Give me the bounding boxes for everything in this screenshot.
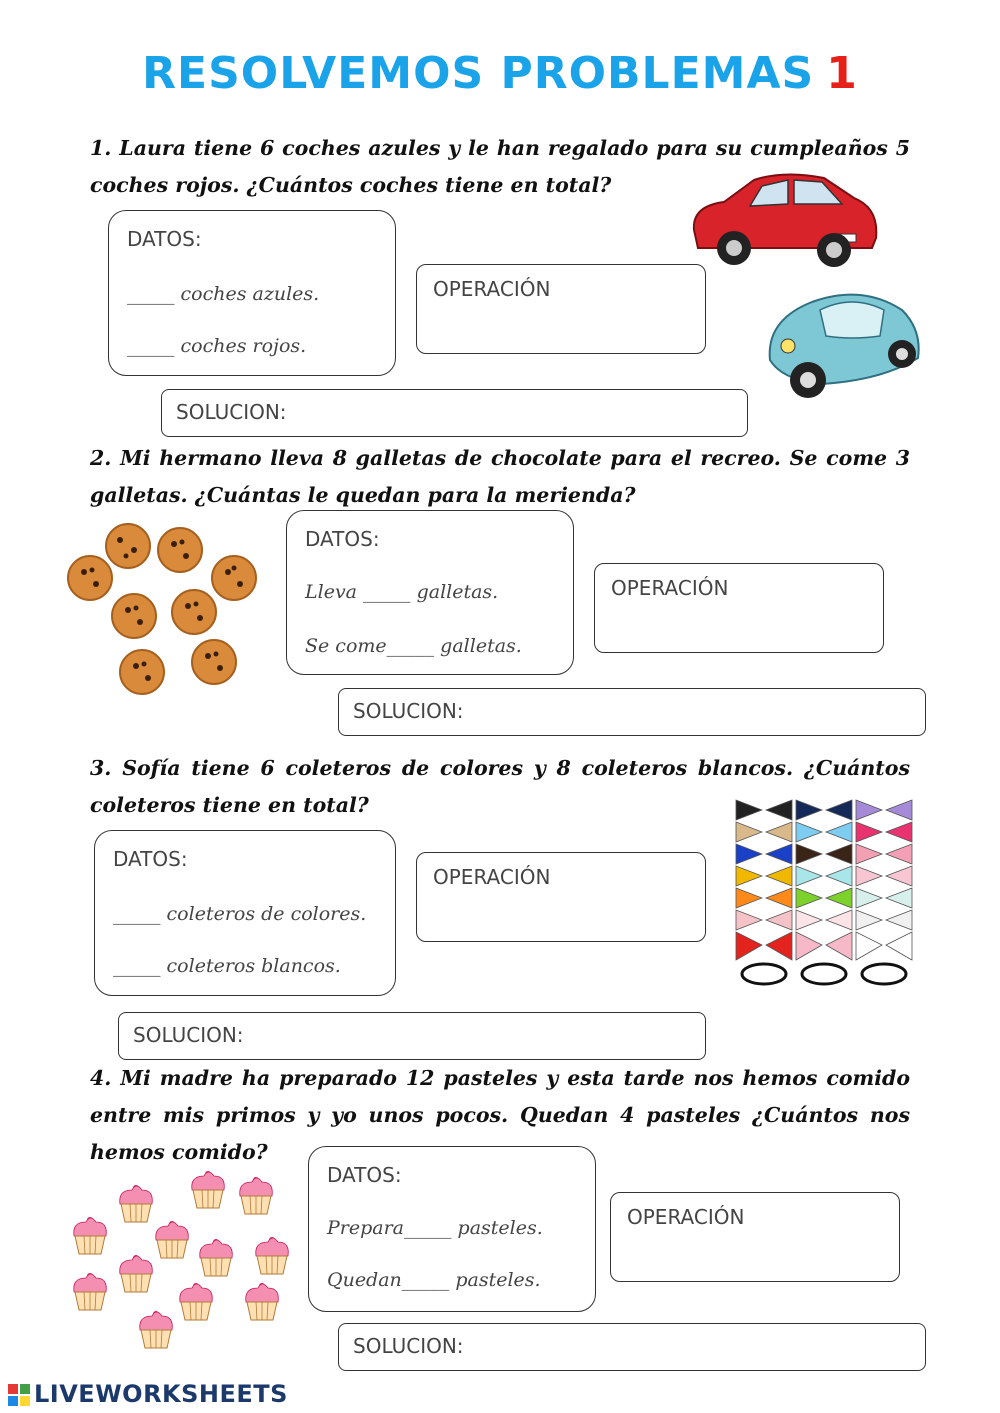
red-car-icon bbox=[684, 168, 884, 272]
problem-2-operacion-box[interactable] bbox=[594, 563, 884, 653]
problem-4-question: 4. Mi madre ha preparado 12 pasteles y esta tarde nos hemos comido entre mis primos y yo unos pocos. Quedan 4 pasteles ¿Cuántos nos hemos comido? bbox=[90, 1066, 910, 1164]
datos-label: DATOS: bbox=[127, 227, 202, 251]
page-title bbox=[0, 48, 1000, 99]
problem-3-solucion-box[interactable] bbox=[118, 1012, 706, 1060]
datos-line-1: Lleva _____ galletas. bbox=[305, 581, 499, 603]
operacion-label: OPERACIÓN bbox=[627, 1205, 745, 1229]
problem-3-operacion-box[interactable] bbox=[416, 852, 706, 942]
problem-2-solucion-box[interactable] bbox=[338, 688, 926, 736]
solucion-label: SOLUCION: bbox=[353, 1334, 464, 1358]
datos-line-2: Quedan_____ pasteles. bbox=[327, 1269, 541, 1291]
solucion-label: SOLUCION: bbox=[176, 400, 287, 424]
problem-4-solucion-box[interactable] bbox=[338, 1323, 926, 1371]
datos-label: DATOS: bbox=[113, 847, 188, 871]
problem-1-question: 1. Laura tiene 6 coches azules y le han regalado para su cumpleaños 5 coches rojos. ¿Cuántos coches tiene en total? bbox=[90, 136, 910, 197]
operacion-label: OPERACIÓN bbox=[433, 277, 551, 301]
solucion-label: SOLUCION: bbox=[133, 1023, 244, 1047]
hair-bows-icon bbox=[730, 798, 916, 998]
operacion-label: OPERACIÓN bbox=[611, 576, 729, 600]
datos-line-1: _____ coches azules. bbox=[127, 283, 320, 305]
datos-line-2: _____ coches rojos. bbox=[127, 335, 307, 357]
datos-label: DATOS: bbox=[327, 1163, 402, 1187]
datos-line-1: _____ coleteros de colores. bbox=[113, 903, 367, 925]
problem-2-question: 2. Mi hermano lleva 8 galletas de chocolate para el recreo. Se come 3 galletas. ¿Cuántas le quedan para la merienda? bbox=[90, 446, 910, 507]
problem-1-solucion-box[interactable] bbox=[161, 389, 748, 437]
liveworksheets-logo bbox=[8, 1380, 288, 1408]
datos-line-2: _____ coleteros blancos. bbox=[113, 955, 341, 977]
problem-1-operacion-box[interactable] bbox=[416, 264, 706, 354]
problem-3-question: 3. Sofía tiene 6 coleteros de colores y 8 coleteros blancos. ¿Cuántos coleteros tiene en total? bbox=[90, 756, 910, 817]
cookies-icon bbox=[62, 520, 262, 700]
problem-4-datos-box bbox=[308, 1146, 596, 1312]
problem-1-datos-box bbox=[108, 210, 396, 376]
datos-line-2: Se come_____ galletas. bbox=[305, 635, 522, 657]
title-number: 1 bbox=[826, 48, 858, 99]
problem-4-operacion-box[interactable] bbox=[610, 1192, 900, 1282]
blue-car-icon bbox=[762, 280, 924, 406]
operacion-label: OPERACIÓN bbox=[433, 865, 551, 889]
brand-text: LIVEWORKSHEETS bbox=[34, 1380, 288, 1408]
problem-2-datos-box bbox=[286, 510, 574, 675]
datos-line-1: Prepara_____ pasteles. bbox=[327, 1217, 543, 1239]
liveworksheets-logo-icon bbox=[8, 1384, 30, 1406]
problem-3-datos-box bbox=[94, 830, 396, 996]
datos-label: DATOS: bbox=[305, 527, 380, 551]
solucion-label: SOLUCION: bbox=[353, 699, 464, 723]
title-text: RESOLVEMOS PROBLEMAS bbox=[142, 48, 815, 99]
cupcakes-icon bbox=[66, 1168, 296, 1364]
